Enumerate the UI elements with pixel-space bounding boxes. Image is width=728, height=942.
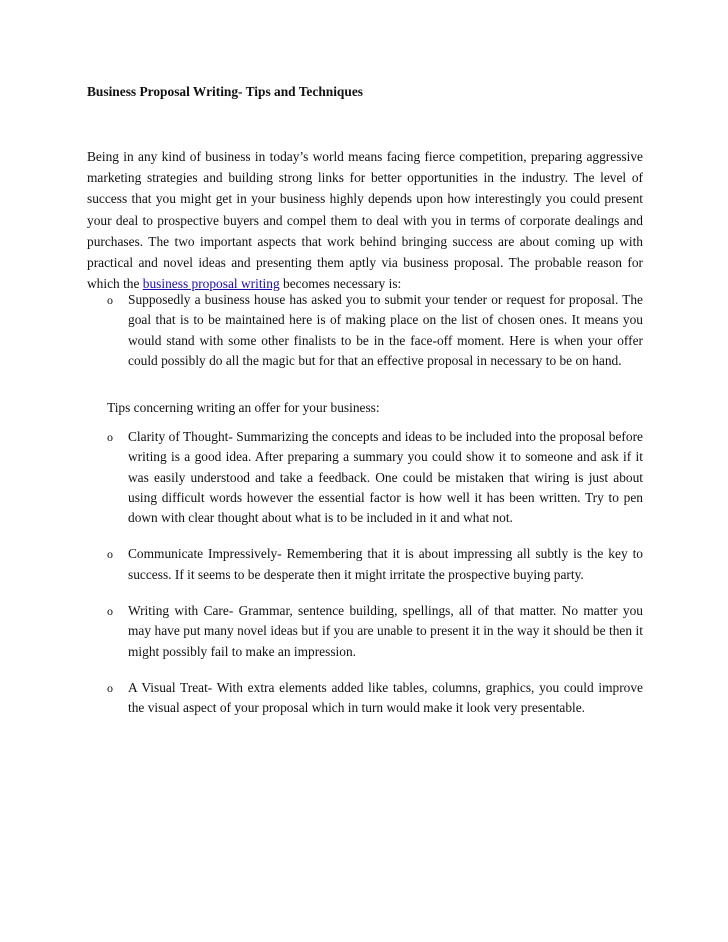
list-item: [107, 601, 643, 662]
list-item: [107, 544, 643, 585]
bullet-circle-icon: o: [107, 293, 113, 307]
list-item-text: Clarity of Thought- Summarizing the concepts and ideas to be included into the proposal before writing is a good idea. After preparing a summary you could show it to someone and ask if it was easily understood and take a feedback. One could be mistaken that wiring is just about using difficult words however the essential factor is how well it has been written. Try to pen down with clear thought about what is to be included in it and what not.: [128, 429, 643, 526]
business-proposal-writing-link[interactable]: business proposal writing: [142, 276, 280, 292]
bullet-circle-icon: o: [107, 680, 113, 695]
bullet-circle-icon: o: [107, 547, 113, 562]
bullet-circle-icon: o: [107, 604, 113, 619]
list-item-text: Writing with Care- Grammar, sentence building, spellings, all of that matter. No matter you may have put many novel ideas but if you are unable to present it in the way it should be then it might possibly fail to make an impression.: [128, 603, 643, 659]
list-item-text: Supposedly a business house has asked you to submit your tender or request for proposal. The goal that is to be maintained here is of making place on the list of chosen ones. It means you would stand with some other finalists to be in the face-off moment. Here is when your offer could possibly do all the magic but for that an effective proposal in necessary to be on hand.: [128, 292, 643, 368]
tips-list: [107, 427, 643, 735]
intro-text-end: becomes necessary is:: [279, 276, 402, 292]
list-item: [107, 678, 643, 719]
bullet-circle-icon: o: [107, 430, 113, 444]
first-bullet-list: [107, 290, 643, 387]
list-item-text: Communicate Impressively- Remembering that it is about impressing all subtly is the key to success. If it seems to be desperate then it might irritate the prospective buying party.: [128, 546, 643, 582]
tips-heading: Tips concerning writing an offer for your business:: [107, 400, 380, 415]
intro-text: Being in any kind of business in today’s world means facing fierce competition, preparing aggressive marketing strategies and building strong links for better opportunities in the industry. The level of success that you might get in your business highly depends upon how interestingly you could present your deal to prospective buyers and compel them to deal with you in terms of corporate dealings and purchases. The two important aspects that work behind bringing success are about coming up with practical and novel ideas and presenting them aptly via business proposal. The probable reason for which the: [87, 149, 643, 292]
list-item: [107, 290, 643, 371]
list-item-text: A Visual Treat- With extra elements added like tables, columns, graphics, you could improve the visual aspect of your proposal which in turn would make it look very presentable.: [128, 679, 643, 716]
intro-paragraph: [87, 146, 643, 294]
list-item: [107, 427, 643, 528]
document-title: Business Proposal Writing- Tips and Techniques: [87, 84, 363, 99]
